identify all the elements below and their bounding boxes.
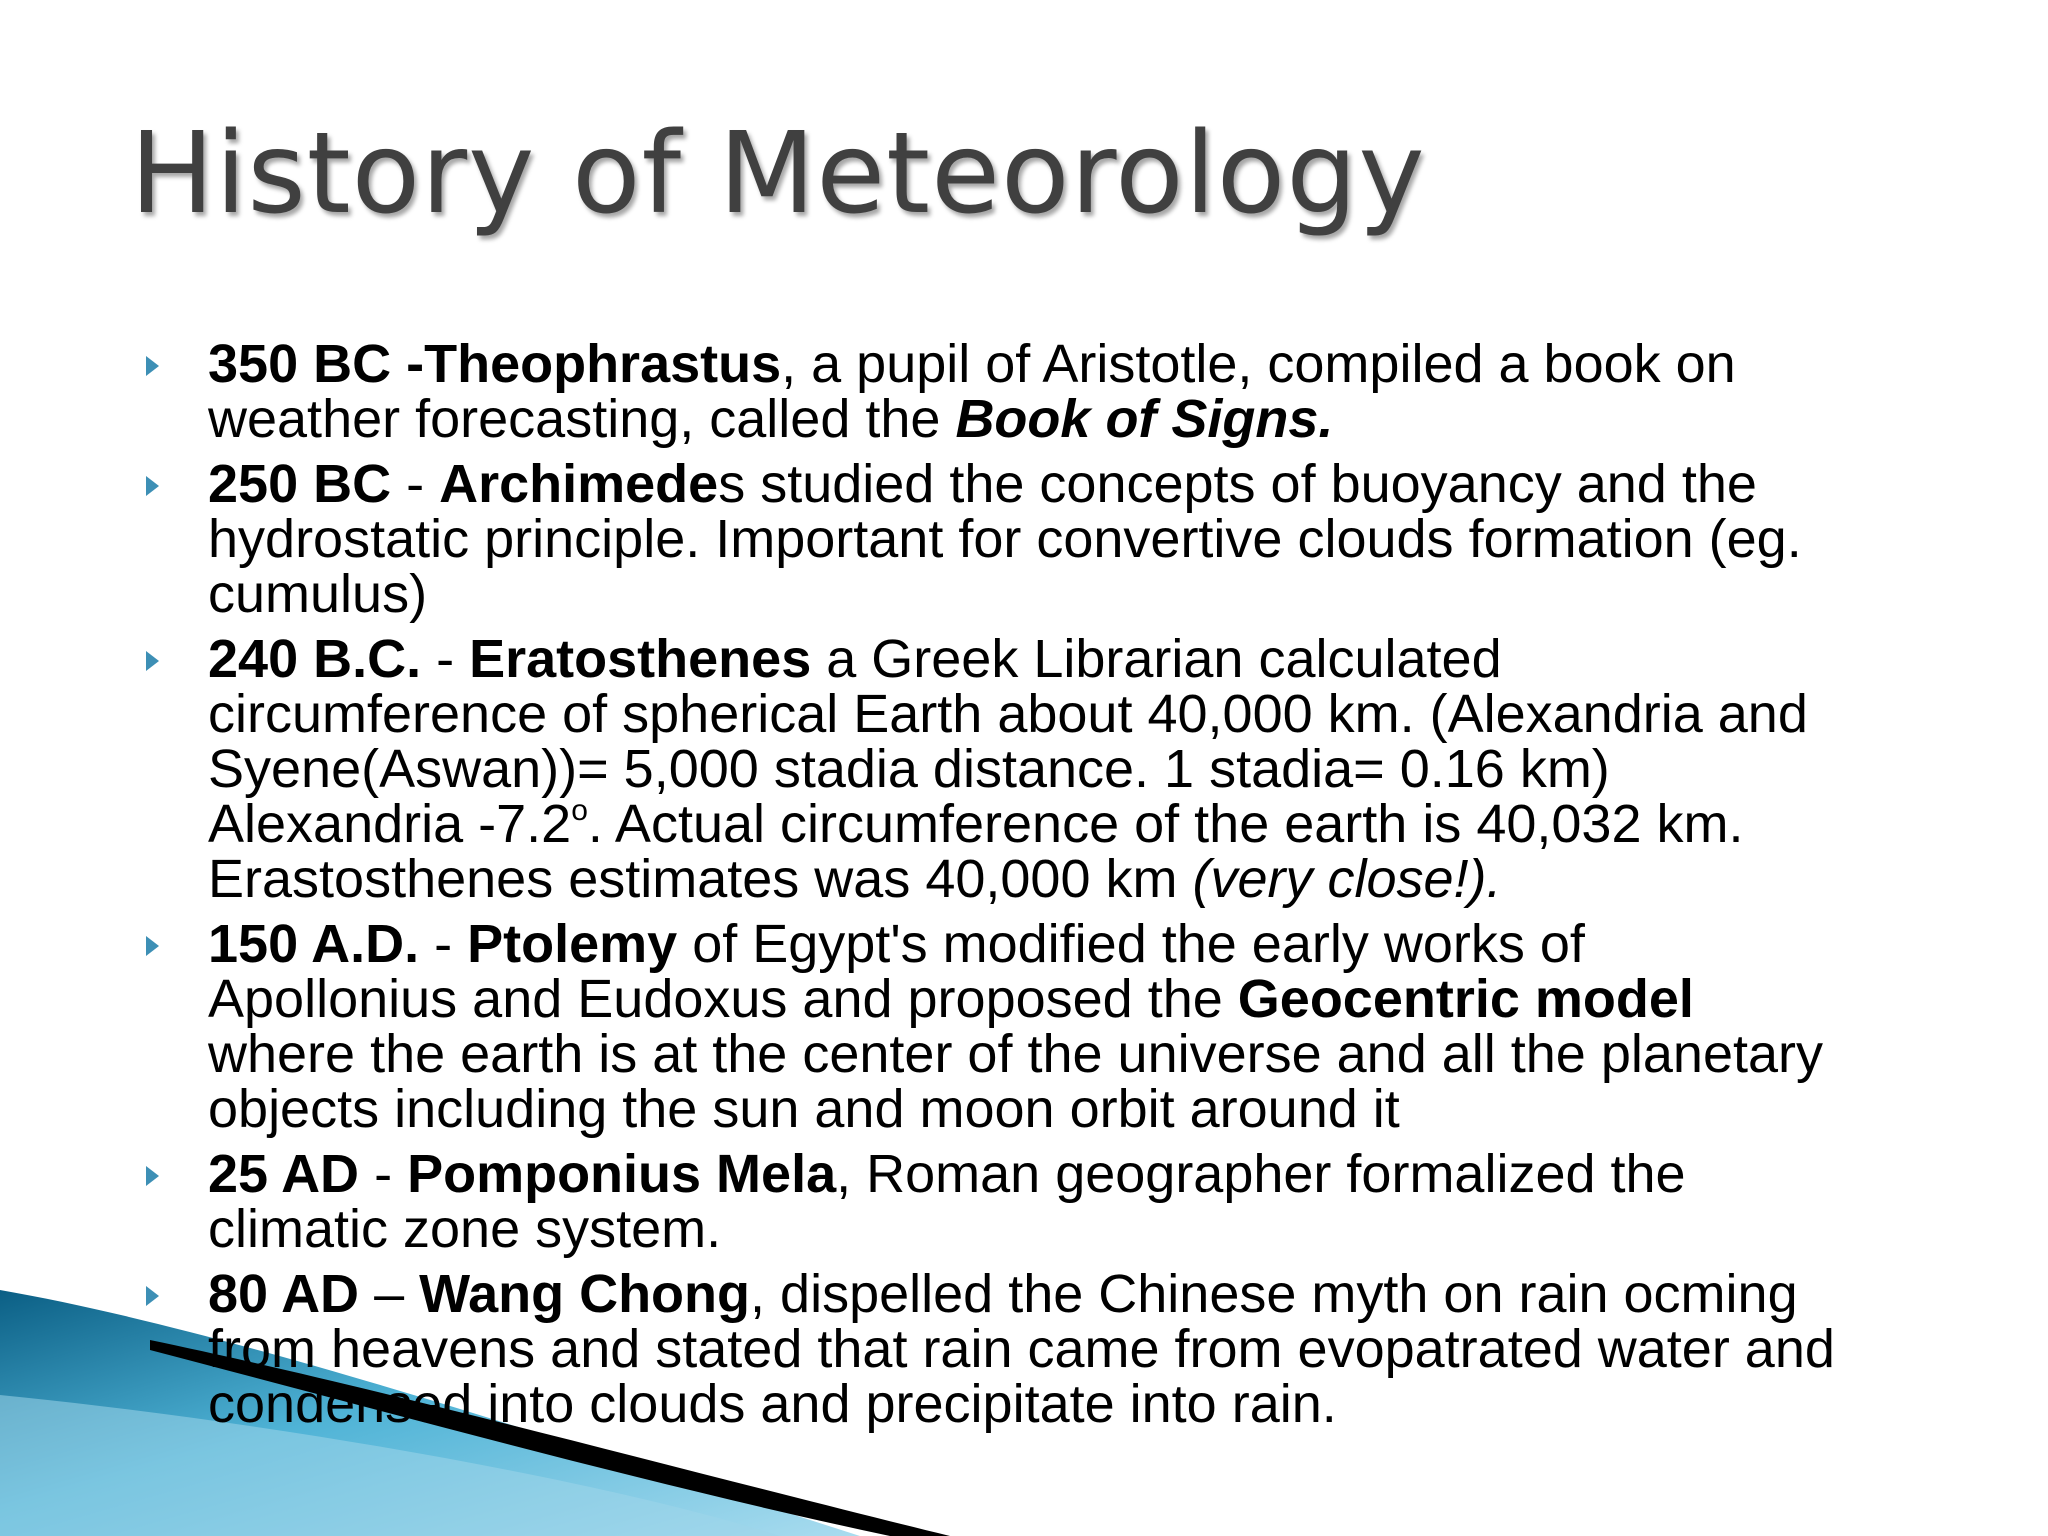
bullet-model: Geocentric model	[1237, 969, 1694, 1029]
triangle-right-icon	[146, 936, 159, 956]
triangle-right-icon	[146, 1166, 159, 1186]
bullet-name: Archimede	[439, 454, 719, 514]
bullet-separator: -	[359, 1144, 408, 1204]
bullet-item-25ad	[140, 1144, 2040, 1259]
triangle-right-icon	[146, 476, 159, 496]
bullet-item-350bc	[140, 334, 2040, 449]
bullet-date: 80 AD	[208, 1264, 360, 1324]
triangle-right-icon	[146, 356, 159, 376]
bullet-text: a Greek Librarian calculated	[811, 629, 1502, 689]
bullet-line	[208, 454, 2040, 514]
slide-title: History of Meteorology	[130, 109, 1426, 239]
bullet-separator: -	[421, 629, 470, 689]
bullet-line: climatic zone system.	[208, 1199, 722, 1259]
bullet-text: . Actual circumference of the earth is 40,032 km.	[587, 794, 1744, 854]
bullet-line	[208, 794, 2040, 854]
bullet-date: 250 BC	[208, 454, 392, 514]
bullet-line: where the earth is at the center of the universe and all the planetary	[208, 1024, 1823, 1084]
bullet-line	[208, 629, 2040, 689]
bullet-name: Theophrastus	[424, 334, 782, 394]
bullet-item-150ad	[140, 914, 2040, 1139]
bullet-text: Erastosthenes estimates was 40,000 km	[208, 849, 1193, 909]
bullet-name: Wang Chong	[419, 1264, 751, 1324]
bullet-text: weather forecasting, called the	[208, 389, 956, 449]
bullet-line	[208, 1144, 2040, 1204]
bullet-line: from heavens and stated that rain came from evopatrated water and	[208, 1319, 1835, 1379]
bullet-separator: –	[359, 1264, 420, 1324]
bullet-line: condensed into clouds and precipitate into rain.	[208, 1374, 1337, 1434]
bullet-date: 240 B.C.	[208, 629, 422, 689]
bullet-line	[208, 1264, 2040, 1324]
bullet-item-240bc	[140, 629, 2040, 909]
bullet-text: , Roman geographer formalized the	[836, 1144, 1686, 1204]
bullet-name: Pomponius Mela	[407, 1144, 837, 1204]
bullet-line	[208, 849, 2040, 909]
bullet-text: , a pupil of Aristotle, compiled a book on	[781, 334, 1736, 394]
bullet-separator: -	[391, 454, 440, 514]
bullet-text: Alexandria -7.2	[208, 794, 572, 854]
bullet-line: Syene(Aswan))= 5,000 stadia distance. 1 stadia= 0.16 km)	[208, 739, 1610, 799]
bullet-line	[208, 914, 2040, 974]
bullet-text: s studied the concepts of buoyancy and the	[718, 454, 1757, 514]
bullet-line: cumulus)	[208, 564, 428, 624]
bullet-date: 25 AD	[208, 1144, 360, 1204]
triangle-right-icon	[146, 1286, 159, 1306]
bullet-line: circumference of spherical Earth about 40,000 km. (Alexandria and	[208, 684, 1808, 744]
triangle-right-icon	[146, 651, 159, 671]
bullet-line	[208, 969, 2040, 1029]
bullet-item-80ad	[140, 1264, 2040, 1434]
bullet-text: of Egypt's modified the early works of	[677, 914, 1585, 974]
bullet-separator: -	[419, 914, 468, 974]
bullet-name: Eratosthenes	[469, 629, 812, 689]
bullet-line: objects including the sun and moon orbit around it	[208, 1079, 1400, 1139]
bullet-date: 350 BC -	[208, 334, 425, 394]
book-title: Book of Signs.	[955, 389, 1334, 449]
bullet-line	[208, 389, 2040, 449]
bullet-text: , dispelled the Chinese myth on rain ocming	[750, 1264, 1798, 1324]
bullet-list	[140, 334, 2040, 1442]
bullet-name: Ptolemy	[467, 914, 678, 974]
bullet-line: hydrostatic principle. Important for convertive clouds formation (eg.	[208, 509, 1802, 569]
bullet-line	[208, 334, 2040, 394]
bullet-italic-note: (very close!).	[1192, 849, 1502, 909]
bullet-item-250bc	[140, 454, 2040, 624]
degree-symbol: o	[571, 794, 588, 827]
bullet-text: Apollonius and Eudoxus and proposed the	[208, 969, 1238, 1029]
bullet-date: 150 A.D.	[208, 914, 420, 974]
